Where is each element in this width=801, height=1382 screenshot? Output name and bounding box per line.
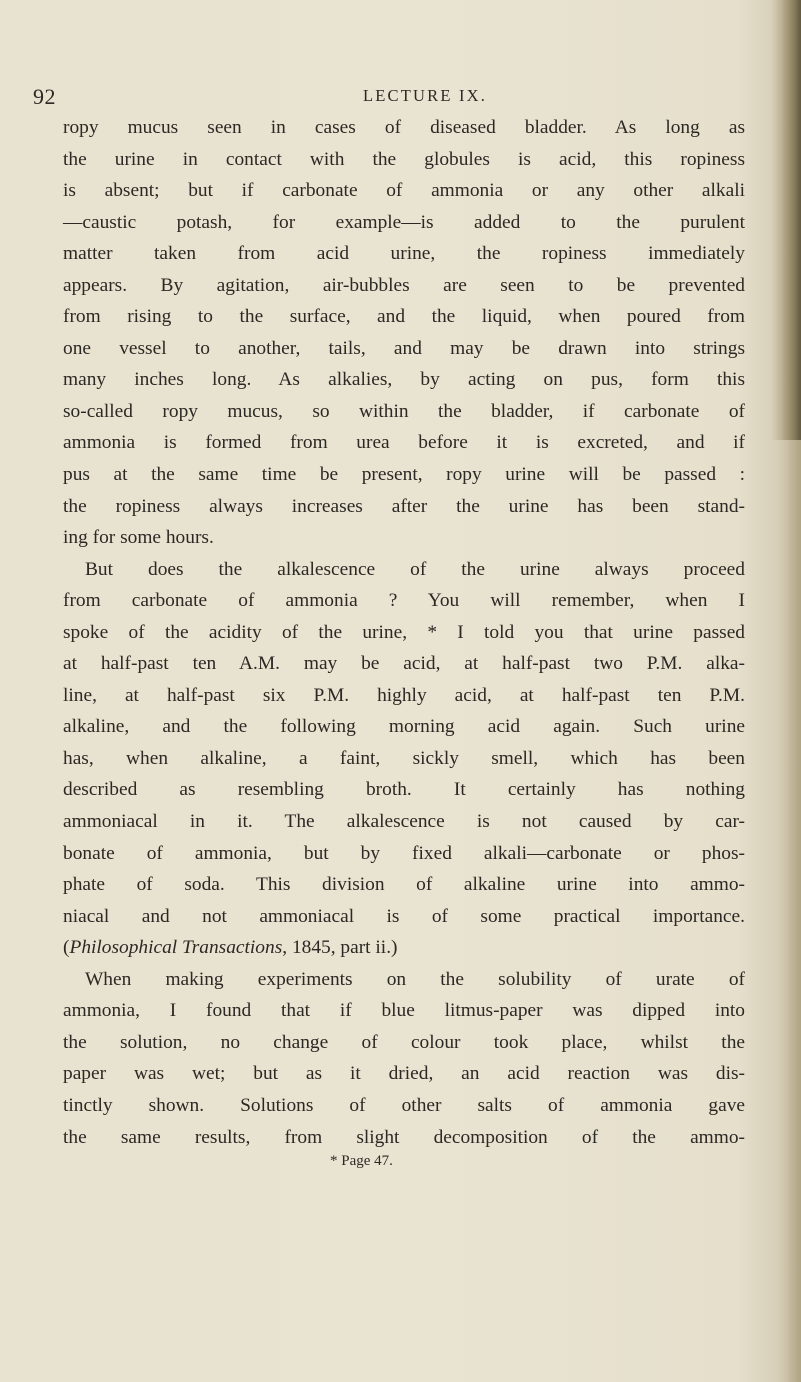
body-text xyxy=(63,112,745,1153)
text-line: the ropiness always increases after the urine has been stand- xyxy=(63,495,745,517)
text-line: bonate of ammonia, but by fixed alkali—carbonate or phos- xyxy=(63,842,745,864)
text-line: the solution, no change of colour took place, whilst the xyxy=(63,1031,745,1053)
text-line: ammoniacal in it. The alkalescence is not caused by car- xyxy=(63,811,745,833)
page-number: 92 xyxy=(33,84,56,109)
footnote: * Page 47. xyxy=(330,1153,393,1169)
text-line: described as resembling broth. It certainly has nothing xyxy=(63,779,745,801)
text-line: from carbonate of ammonia ? You will remember, when I xyxy=(63,590,745,612)
text-line: many inches long. As alkalies, by acting on pus, form this xyxy=(63,369,745,391)
running-head: LECTURE IX. xyxy=(363,86,488,105)
text-line: alkaline, and the following morning acid again. Such urine xyxy=(63,716,745,738)
text-line: has, when alkaline, a faint, sickly smell, which has been xyxy=(63,747,745,769)
text-line: appears. By agitation, air-bubbles are seen to be prevented xyxy=(63,274,745,296)
paragraph-start-line: But does the alkalescence of the urine always proceed xyxy=(85,558,745,580)
page-edge-shadow xyxy=(771,0,801,440)
text-line: phate of soda. This division of alkaline urine into ammo- xyxy=(63,874,745,896)
page-edge-tint xyxy=(787,440,801,1382)
text-line: matter taken from acid urine, the ropiness immediately xyxy=(63,243,745,265)
text-line: is absent; but if carbonate of ammonia or any other alkali xyxy=(63,180,745,202)
paragraph-end-line: ing for some hours. xyxy=(63,527,214,549)
text-line: ammonia, I found that if blue litmus-paper was dipped into xyxy=(63,1000,745,1022)
citation-line: (Philosophical Transactions, 1845, part ii.) xyxy=(63,937,398,959)
paragraph-start-line: When making experiments on the solubility of urate of xyxy=(85,968,745,990)
text-line: one vessel to another, tails, and may be drawn into strings xyxy=(63,337,745,359)
text-line: at half-past ten A.M. may be acid, at half-past two P.M. alka- xyxy=(63,653,745,675)
text-line: pus at the same time be present, ropy urine will be passed : xyxy=(63,464,745,486)
text-line: tinctly shown. Solutions of other salts of ammonia gave xyxy=(63,1094,745,1116)
text-line: niacal and not ammoniacal is of some practical importance. xyxy=(63,905,745,927)
text-line: so-called ropy mucus, so within the bladder, if carbonate of xyxy=(63,400,745,422)
text-line: paper was wet; but as it dried, an acid reaction was dis- xyxy=(63,1063,745,1085)
text-line: —caustic potash, for example—is added to the purulent xyxy=(63,211,745,233)
text-line: spoke of the acidity of the urine, * I told you that urine passed xyxy=(63,621,745,643)
text-line: from rising to the surface, and the liquid, when poured from xyxy=(63,306,745,328)
text-line: line, at half-past six P.M. highly acid, at half-past ten P.M. xyxy=(63,684,745,706)
journal-title: Philosophical Transactions xyxy=(69,937,283,959)
text-line: the same results, from slight decomposition of the ammo- xyxy=(63,1126,745,1148)
text-line: the urine in contact with the globules is acid, this ropiness xyxy=(63,148,745,170)
page-header xyxy=(0,84,801,114)
text-line: ropy mucus seen in cases of diseased bladder. As long as xyxy=(63,117,745,138)
text-line: ammonia is formed from urea before it is excreted, and if xyxy=(63,432,745,454)
